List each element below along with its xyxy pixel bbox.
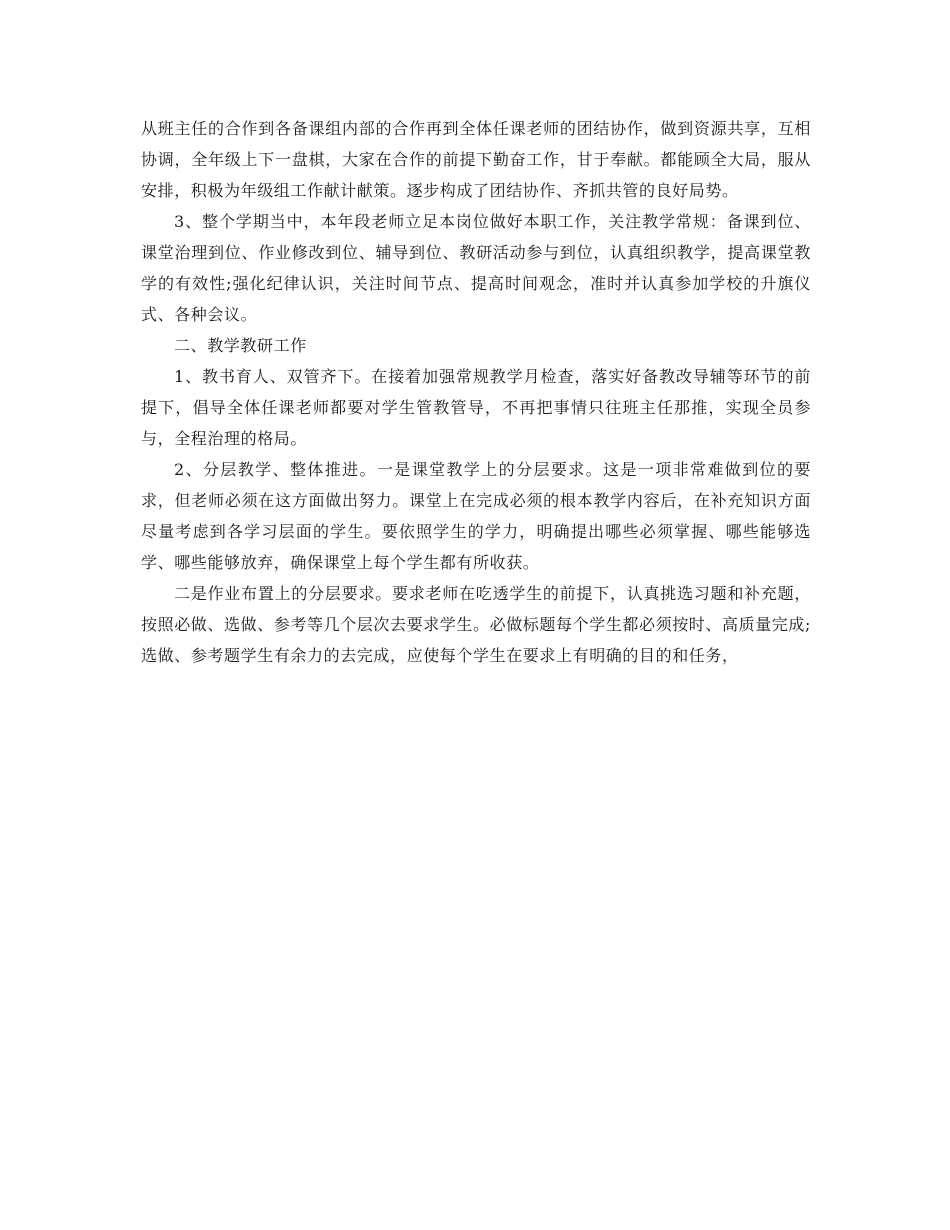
paragraph-layered-teaching: 2、分层教学、整体推进。一是课堂教学上的分层要求。这是一项非常难做到位的要求，但老师必须在这方面做出努力。课堂上在完成必须的根本教学内容后，在补充知识方面尽量考虑到各学习层面的学生。要依照学生的学力，明确提出哪些必须掌握、哪些能够选学、哪些能够放弃，确保课堂上每个学生都有所收获。 [141,460,811,572]
paragraph-teaching-routine: 3、整个学期当中，本年段老师立足本岗位做好本职工作，关注教学常规：备课到位、课堂治理到位、作业修改到位、辅导到位、教研活动参与到位，认真组织教学，提高课堂教学的有效性;强化纪律认识，关注时间节点、提高时间观念，准时并认真参加学校的升旗仪式、各种会议。 [141,212,811,324]
paragraph-education-management: 1、教书育人、双管齐下。在接着加强常规教学月检查，落实好备教改导辅等环节的前提下，倡导全体任课老师都要对学生管教管导，不再把事情只往班主任那推，实现全员参与，全程治理的格局。 [141,367,811,448]
document-body [141,113,811,671]
section-heading-teaching-research: 二、教学教研工作 [174,336,307,355]
paragraph-layered-homework: 二是作业布置上的分层要求。要求老师在吃透学生的前提下，认真挑选习题和补充题，按照必做、选做、参考等几个层次去要求学生。必做标题每个学生都必须按时、高质量完成;选做、参考题学生有余力的去完成，应使每个学生在要求上有明确的目的和任务， [141,584,811,665]
paragraph-teamwork: 从班主任的合作到各备课组内部的合作再到全体任课老师的团结协作，做到资源共享，互相协调，全年级上下一盘棋，大家在合作的前提下勤奋工作，甘于奉献。都能顾全大局，服从安排，积极为年级组工作献计献策。逐步构成了团结协作、齐抓共管的良好局势。 [141,119,811,200]
